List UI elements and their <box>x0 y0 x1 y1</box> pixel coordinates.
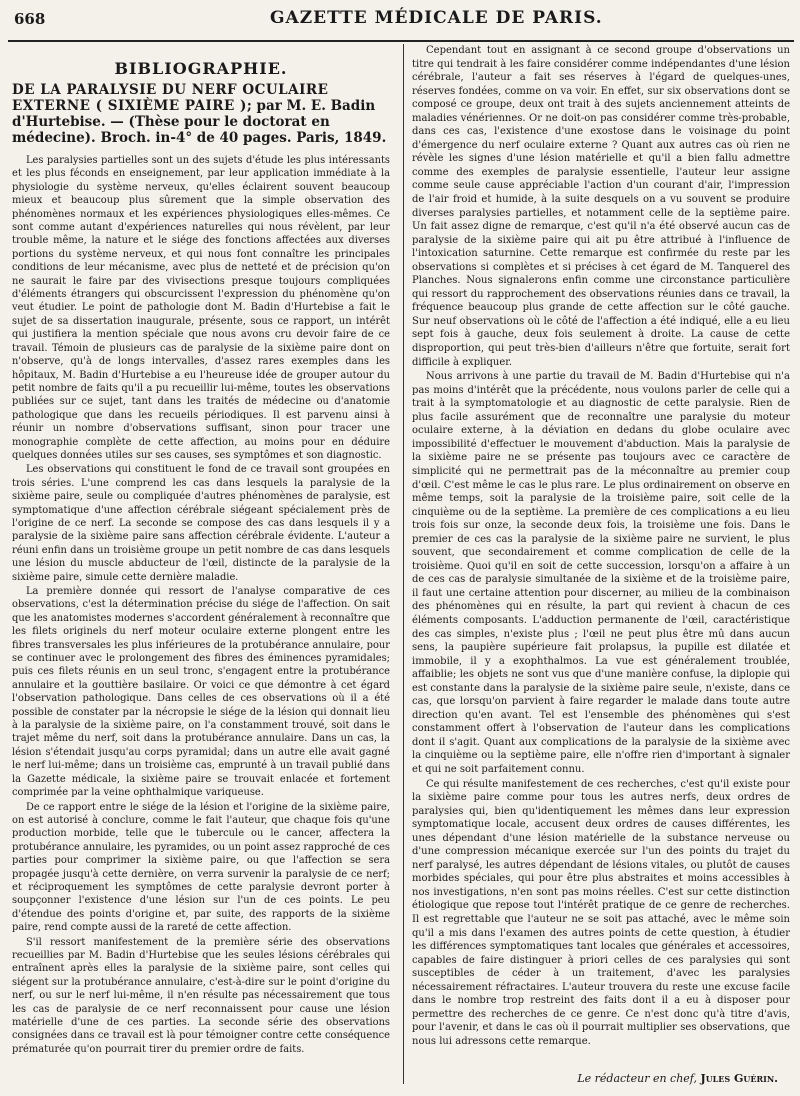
left-column <box>12 44 390 1057</box>
book-subject: DE LA PARALYSIE DU NERF OCULAIRE EXTERNE ( SIXIÈME PAIRE ) <box>12 82 329 114</box>
right-column <box>412 44 790 1086</box>
paragraph: Nous arrivons à une partie du travail de M. Badin d'Hurtebise qui n'a pas moins d'intérêt que la précédente, nous voulons parler de celle qui a trait à la symptomatologie et au diagnostic de cette paralysie. Rien de plus facile assurément que de reconnaître une paralysie du moteur oculaire externe, à la déviation en dedans du globe oculaire avec impossibilité d'effectuer le mouvement d'abduction. Mais la paralysie de la sixième paire ne se présente pas toujours avec ce caractère de simplicité qui ne permettrait pas de la méconnaître au premier coup d'œil. C'est même le cas le plus rare. Le plus ordinairement on observe en même temps, soit la paralysie de la troisième paire, soit celle de la cinquième ou de la septième. La première de ces complications a eu lieu trois fois sur onze, la seconde deux fois, la troisième une fois. Dans le premier de ces cas la paralysie de la sixième paire ne survient, le plus souvent, que secondairement et comme complication de celle de la troisième. Quoi qu'il en soit de cette succession, lorsqu'on a affaire à un de ces cas de paralysie simultanée de la sixième et de la troisième paire, il faut une certaine attention pour discerner, au milieu de la combinaison des phénomènes qui en résulte, la part qui revient à chacun de ces éléments composants. L'adduction permanente de l'œil, caractéristique des cas simples, n'existe plus ; l'œil ne peut plus être mû dans aucun sens, la paupière supérieure fait prolapsus, la pupille est dilatée et immobile, il y a exophthalmos. La vue est généralement troublée, affaiblie; les objets ne sont vus que d'une manière confuse, la diplopie qui est constante dans la paralysie de la sixième paire seule, n'existe, dans ce cas, que lorsqu'on parvient à faire regarder le malade dans toute autre direction qu'en avant. Tel est l'ensemble des phénomènes qui s'est constamment offert à l'observation de l'auteur dans les complications dont il s'agit. Quant aux complications de la paralysie de la sixième avec la cinquième ou la septième paire, elle n'offre rien d'important à signaler et qui ne soit parfaitement connu. <box>412 371 790 775</box>
signature <box>412 1072 790 1086</box>
paragraph: La première donnée qui ressort de l'analyse comparative de ces observations, c'est la détermination précise du siége de l'affection. On sait que les anatomistes modernes s'accordent généralement à reconnaître que les filets originels du nerf moteur oculaire externe plongent entre les fibres transversales les plus inférieures de la protubérance annulaire, pour se continuer avec le prolongement des fibres des éminences pyramidales; puis ces filets réunis en un seul tronc, s'engagent entre la protubérance annulaire et la gouttière basilaire. Or voici ce que démontre à cet égard l'observation pathologique. Dans celles de ces observations où il a été possible de constater par la nécropsie le siége de la lésion qui donnait lieu à la paralysie de la sixième paire, on l'a constamment trouvé, soit dans le trajet même du nerf, soit dans la protubérance annulaire. Dans un cas, la lésion s'étendait jusqu'au corps pyramidal; dans un autre elle avait gagné le nerf lui-même; dans un troisième cas, emprunté à un travail publié dans la Gazette médicale, la sixième paire se trouvait enlacée et fortement comprimée par la veine ophthalmique variqueuse. <box>12 586 390 799</box>
paragraph: Cependant tout en assignant à ce second groupe d'observations un titre qui tendrait à les faire considérer comme indépendantes d'une lésion cérébrale, l'auteur a fait ses réserves à l'égard de quelques-unes, réserves fondées, comme on va voir. En effet, sur six observations dont se composé ce groupe, deux ont trait à des sujets anciennement atteints de maladies vénériennes. Or ne doit-on pas considérer comme très-probable, dans ces cas, l'existence d'une exostose dans le voisinage du point d'émergence du nerf oculaire externe ? Quant aux autres cas où rien ne révèle les signes d'une lésion matérielle et qu'il a bien fallu admettre comme des exemples de paralysie essentielle, l'auteur leur assigne comme seule cause appréciable l'action d'un courant d'air, l'impression de l'air froid et humide, à la suite desquels on a vu souvent se produire diverses paralysies partielles, et notamment celle de la septième paire. Un fait assez digne de remarque, c'est qu'il n'a été observé aucun cas de paralysie de la sixième paire qui ait pu être attribué à l'influence de l'intoxication saturnine. Cette remarque est confirmée du reste par les observations si complètes et si précises à cet égard de M. Tanquerel des Planches. Nous signalerons enfin comme une circonstance particulière qui ressort du rapprochement des observations réunies dans ce travail, la fréquence beaucoup plus grande de cette affection sur le côté gauche. Sur neuf observations où le côté de l'affection a été indiqué, elle a eu lieu sept fois à gauche, deux fois seulement à droite. La cause de cette disproportion, qui peut très-bien d'ailleurs n'être que fortuite, serait fort difficile à expliquer. <box>412 45 790 368</box>
paragraph: S'il ressort manifestement de la première série des observations recueillies par M. Badin d'Hurtebise que les seules lésions cérébrales qui entraînent après elles la paralysie de la sixième paire, sont celles qui siégent sur la protubérance annulaire, c'est-à-dire sur le point d'origine du nerf, ou sur le nerf lui-même, il n'en résulte pas nécessairement que tous les cas de paralysie de ce nerf reconnaissent pour cause une lésion matérielle d'une de ces parties. La seconde série des observations consignées dans ce travail est là pour témoigner contre cette conséquence prématurée qu'on pourrait tirer du premier ordre de faits. <box>12 936 390 1055</box>
signature-role: Le rédacteur en chef, <box>577 1072 697 1086</box>
paragraph: Les observations qui constituent le fond de ce travail sont groupées en trois séries. L'une comprend les cas dans lesquels la paralysie de la sixième paire, seule ou compliquée d'autres phénomènes de paralysie, est symptomatique d'une affection cérébrale siégeant spécialement près de l'origine de ce nerf. La seconde se compose des cas dans lesquels il y a paralysie de la sixième paire sans affection cérébrale évidente. L'auteur a réuni enfin dans un troisième groupe un petit nombre de cas dans lesquels une lésion du muscle abducteur de l'œil, distincte de la paralysie de la sixième paire, simule cette dernière maladie. <box>12 464 390 583</box>
column-divider <box>403 44 404 1084</box>
book-heading <box>12 82 390 146</box>
running-title: GAZETTE MÉDICALE DE PARIS. <box>270 8 603 28</box>
paragraph: De ce rapport entre le siége de la lésion et l'origine de la sixième paire, on est autorisé à conclure, comme le fait l'auteur, que chaque fois qu'une production morbide, telle que le tubercule ou le cancer, affectera la protubérance annulaire, les pyramides, ou un point assez rapproché de ces parties pour comprimer la sixième paire, ou que l'affection se sera propagée jusqu'à cette dernière, on verra survenir la paralysie de ce nerf; et réciproquement les symptômes de cette paralysie devront porter à soupçonner l'existence d'une lésion sur l'un de ces points. Le peu d'étendue des points d'origine et, par suite, des rapports de la sixième paire, rend compte aussi de la rareté de cette affection. <box>12 801 390 934</box>
page-number: 668 <box>14 10 46 28</box>
paragraph: Les paralysies partielles sont un des sujets d'étude les plus intéressants et les plus féconds en enseignement, par leur application immédiate à la physiologie du système nerveux, qu'elles éclairent souvent beaucoup mieux et beaucoup plus sûrement que la simple observation des phénomènes normaux et les expériences physiologiques elles-mêmes. Ce sont comme autant d'expériences naturelles qui nous révèlent, par leur trouble même, la nature et le siége des fonctions affectées aux diverses portions du système nerveux, et qui nous font connaître les principales conditions de leur mécanisme, avec plus de netteté et de précision qu'on ne saurait le faire par des vivisections presque toujours compliquées d'éléments étrangers qui obscurcissent l'expression du phénomène qu'on veut étudier. Le point de pathologie dont M. Badin d'Hurtebise a fait le sujet de sa dissertation inaugurale, présente, sous ce rapport, un intérêt qui justifiera la mention spéciale que nous avons cru devoir faire de ce travail. Témoin de plusieurs cas de paralysie de la sixième paire dont on n'observe, qu'à de longs intervalles, d'assez rares exemples dans les hôpitaux, M. Badin d'Hurtebise a eu l'heureuse idée de grouper autour du petit nombre de faits qu'il a pu recueillir lui-même, toutes les observations publiées sur ce sujet, tant dans les traités de médecine ou d'anatomie pathologique que dans les recueils périodiques. Il est parvenu ainsi à réunir un nombre d'observations suffisant, sinon pour tracer une monographie complète de cette affection, au moins pour en déduire quelques données utiles sur ses causes, ses symptômes et son diagnostic. <box>12 155 390 461</box>
section-title: BIBLIOGRAPHIE. <box>114 59 288 78</box>
paragraph: Ce qui résulte manifestement de ces recherches, c'est qu'il existe pour la sixième paire comme pour tous les autres nerfs, deux ordres de paralysies qui, bien qu'identiquement les mêmes dans leur expression symptomatique locale, accusent deux ordres de causes différentes, les unes dépendant d'une lésion matérielle de la substance nerveuse ou d'une compression mécanique exercée sur l'un des points du trajet du nerf paralysé, les autres dépendant de lésions vitales, ou plutôt de causes morbides spéciales, qui pour être plus abstraites et moins accessibles à nos investigations, n'en sont pas moins réelles. C'est sur cette distinction étiologique que repose tout l'intérêt pratique de ce genre de recherches. Il est regrettable que l'auteur ne se soit pas attaché, avec le même soin qu'il a mis dans l'examen des autres points de cette question, à étudier les différences symptomatiques tant locales que générales et accessoires, capables de faire distinguer à priori celles de ces paralysies qui sont susceptibles de céder à un traitement, d'avec les paralysies nécessairement réfractaires. L'auteur trouvera du reste une excuse facile dans le nombre trop restreint des faits dont il a eu à disposer pour permettre des recherches de ce genre. Ce n'est donc qu'à titre d'avis, pour l'avenir, et dans le cas où il pourrait multiplier ses observations, que nous lui adressons cette remarque. <box>412 778 790 1047</box>
header-rule <box>8 40 794 42</box>
signature-name: Jules Guérin. <box>700 1072 778 1086</box>
book-details: ; par M. E. Badin d'Hurtebise. — (Thèse pour le doctorat en médecine). Broch. in-4° de 40 pages. Paris, 1849. <box>12 98 387 146</box>
